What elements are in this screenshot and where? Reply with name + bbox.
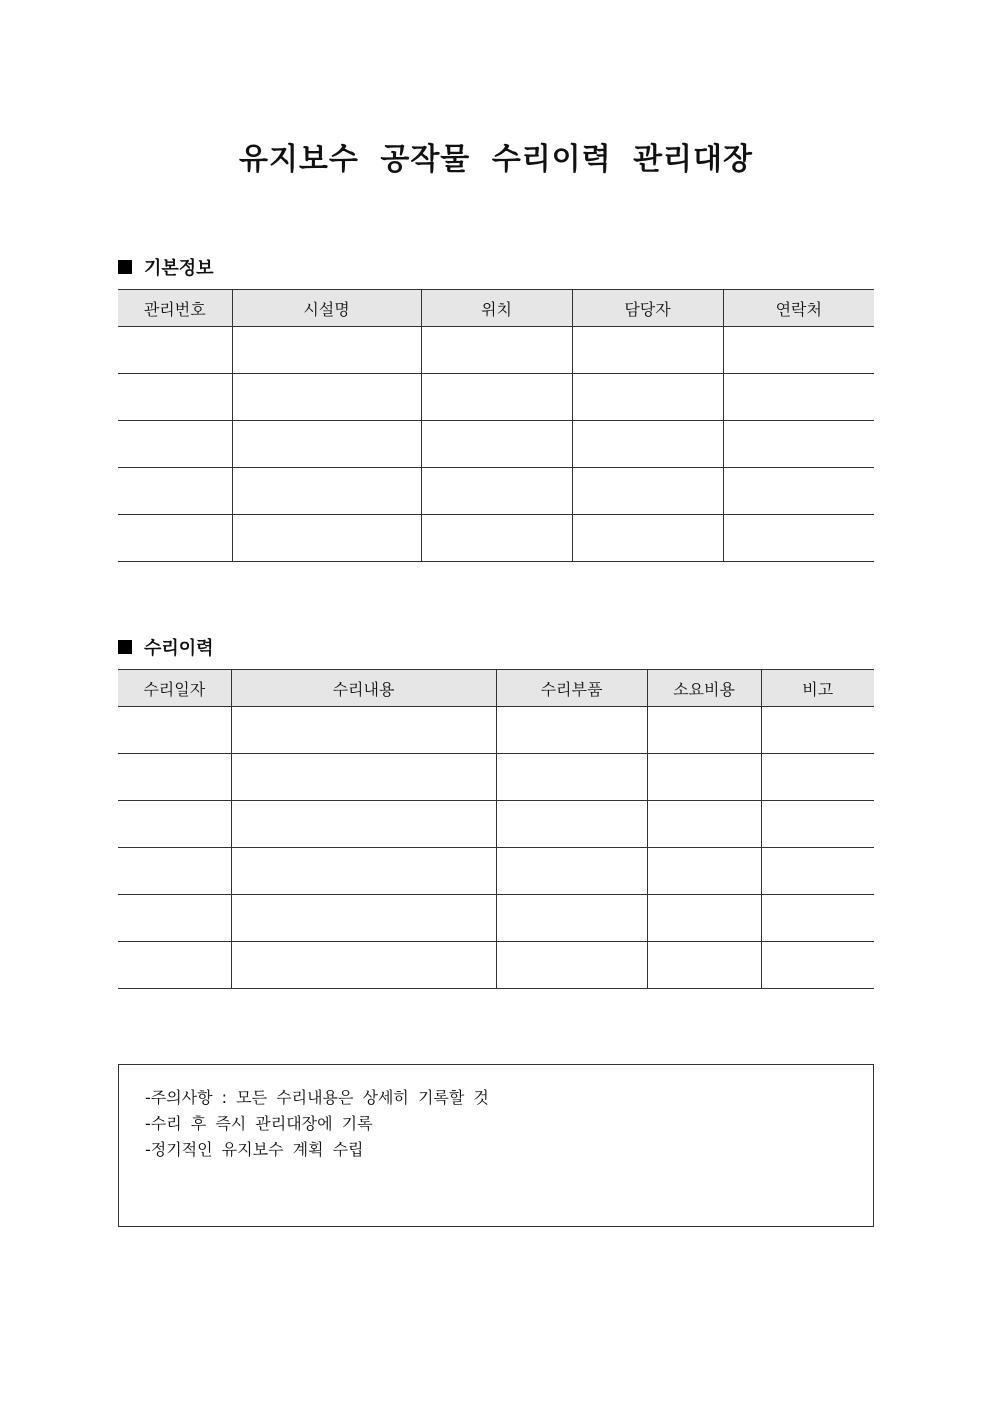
- column-header: 시설명: [232, 290, 421, 327]
- table-cell[interactable]: [496, 801, 647, 848]
- table-cell[interactable]: [421, 515, 572, 562]
- column-header: 비고: [761, 670, 874, 707]
- table-cell[interactable]: [496, 895, 647, 942]
- table-cell[interactable]: [421, 327, 572, 374]
- table-cell[interactable]: [761, 942, 874, 989]
- table-cell[interactable]: [118, 942, 231, 989]
- table-cell[interactable]: [761, 754, 874, 801]
- table-cell[interactable]: [232, 421, 421, 468]
- table-cell[interactable]: [761, 707, 874, 754]
- table-cell[interactable]: [496, 942, 647, 989]
- note-line: -수리 후 즉시 관리대장에 기록: [145, 1114, 373, 1133]
- square-bullet-icon: [118, 640, 132, 654]
- column-header: 수리일자: [118, 670, 231, 707]
- table-cell[interactable]: [231, 754, 496, 801]
- basic-info-table: [118, 289, 874, 562]
- table-row: [118, 848, 874, 895]
- table-cell[interactable]: [118, 895, 231, 942]
- table-cell[interactable]: [647, 801, 761, 848]
- table-cell[interactable]: [572, 468, 723, 515]
- table-header-row: [118, 670, 874, 707]
- table-cell[interactable]: [761, 848, 874, 895]
- table-cell[interactable]: [572, 515, 723, 562]
- section-heading-label: 기본정보: [144, 258, 214, 279]
- table-cell[interactable]: [723, 374, 874, 421]
- table-cell[interactable]: [496, 754, 647, 801]
- note-line: -주의사항 : 모든 수리내용은 상세히 기록할 것: [145, 1088, 489, 1107]
- table-cell[interactable]: [572, 374, 723, 421]
- section-heading-basic-info: [118, 254, 214, 280]
- table-row: [118, 421, 874, 468]
- table-cell[interactable]: [232, 374, 421, 421]
- table-cell[interactable]: [647, 848, 761, 895]
- table-row: [118, 707, 874, 754]
- table-cell[interactable]: [231, 848, 496, 895]
- table-cell[interactable]: [723, 515, 874, 562]
- notes-box: [118, 1064, 874, 1227]
- table-cell[interactable]: [496, 707, 647, 754]
- table-cell[interactable]: [723, 327, 874, 374]
- table-cell[interactable]: [118, 468, 232, 515]
- column-header: 위치: [421, 290, 572, 327]
- table-cell[interactable]: [761, 895, 874, 942]
- table-cell[interactable]: [118, 707, 231, 754]
- table-cell[interactable]: [421, 468, 572, 515]
- column-header: 수리부품: [496, 670, 647, 707]
- table-row: [118, 754, 874, 801]
- table-cell[interactable]: [118, 374, 232, 421]
- table-row: [118, 942, 874, 989]
- table-row: [118, 468, 874, 515]
- basic-info-body: [118, 327, 874, 562]
- table-cell[interactable]: [118, 515, 232, 562]
- column-header: 관리번호: [118, 290, 232, 327]
- table-cell[interactable]: [231, 707, 496, 754]
- section-heading-repair-history: [118, 634, 214, 660]
- table-cell[interactable]: [647, 942, 761, 989]
- note-line: -정기적인 유지보수 계획 수립: [145, 1140, 364, 1159]
- table-row: [118, 801, 874, 848]
- table-cell[interactable]: [232, 468, 421, 515]
- repair-history-body: [118, 707, 874, 989]
- table-cell[interactable]: [723, 421, 874, 468]
- table-row: [118, 327, 874, 374]
- table-cell[interactable]: [231, 895, 496, 942]
- table-cell[interactable]: [647, 895, 761, 942]
- column-header: 담당자: [572, 290, 723, 327]
- table-cell[interactable]: [421, 421, 572, 468]
- table-cell[interactable]: [572, 327, 723, 374]
- column-header: 연락처: [723, 290, 874, 327]
- table-cell[interactable]: [421, 374, 572, 421]
- section-heading-label: 수리이력: [144, 638, 214, 659]
- column-header: 소요비용: [647, 670, 761, 707]
- column-header: 수리내용: [231, 670, 496, 707]
- table-cell[interactable]: [231, 801, 496, 848]
- table-row: [118, 515, 874, 562]
- square-bullet-icon: [118, 260, 132, 274]
- table-cell[interactable]: [118, 801, 231, 848]
- table-cell[interactable]: [118, 421, 232, 468]
- table-cell[interactable]: [118, 848, 231, 895]
- table-cell[interactable]: [572, 421, 723, 468]
- table-cell[interactable]: [232, 515, 421, 562]
- table-cell[interactable]: [118, 327, 232, 374]
- repair-history-table: [118, 669, 874, 989]
- table-cell[interactable]: [232, 327, 421, 374]
- table-cell[interactable]: [647, 707, 761, 754]
- table-row: [118, 374, 874, 421]
- table-cell[interactable]: [496, 848, 647, 895]
- table-cell[interactable]: [118, 754, 231, 801]
- page-title: 유지보수 공작물 수리이력 관리대장: [238, 142, 754, 177]
- table-header-row: [118, 290, 874, 327]
- table-cell[interactable]: [761, 801, 874, 848]
- table-cell[interactable]: [647, 754, 761, 801]
- table-cell[interactable]: [231, 942, 496, 989]
- table-cell[interactable]: [723, 468, 874, 515]
- table-row: [118, 895, 874, 942]
